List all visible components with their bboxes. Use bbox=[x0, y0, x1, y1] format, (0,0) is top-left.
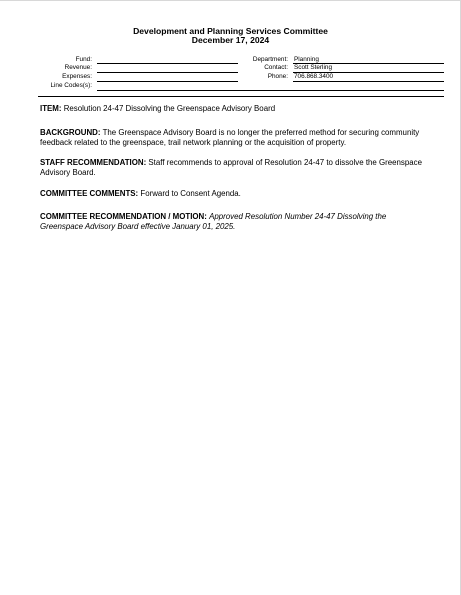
phone-label: Phone: bbox=[267, 73, 288, 80]
staff-recommendation-section bbox=[40, 158, 430, 178]
document-title: Development and Planning Services Committee bbox=[133, 26, 328, 36]
line-codes-field[interactable] bbox=[97, 90, 444, 91]
document-date: December 17, 2024 bbox=[191, 35, 270, 45]
committee-comments-section bbox=[40, 189, 430, 199]
background-label: BACKGROUND: bbox=[40, 128, 101, 137]
item-label: ITEM: bbox=[40, 104, 62, 113]
expenses-label: Expenses: bbox=[62, 73, 92, 80]
staff-recommendation-text: Staff recommends to approval of Resolution 24-47 to dissolve the Greenspace Advisory Board. bbox=[40, 158, 422, 177]
committee-motion-label: COMMITTEE RECOMMENDATION / MOTION: bbox=[40, 212, 207, 221]
staff-recommendation-label: STAFF RECOMMENDATION: bbox=[40, 158, 147, 167]
background-section bbox=[40, 128, 430, 148]
contact-value: Scott Sterling bbox=[294, 64, 333, 71]
committee-comments-label: COMMITTEE COMMENTS: bbox=[40, 189, 139, 198]
page-border-top bbox=[0, 0, 461, 1]
line-codes-label: Line Codes(s): bbox=[50, 82, 92, 89]
committee-comments-text: Forward to Consent Agenda. bbox=[140, 189, 241, 198]
revenue-field[interactable] bbox=[97, 72, 238, 73]
department-label: Department: bbox=[252, 56, 288, 63]
expenses-field[interactable] bbox=[97, 81, 238, 82]
revenue-label: Revenue: bbox=[64, 64, 92, 71]
department-value: Planning bbox=[294, 56, 319, 63]
phone-value: 706.868.3400 bbox=[294, 73, 334, 80]
committee-motion-section bbox=[40, 212, 430, 232]
phone-field[interactable] bbox=[293, 81, 444, 82]
committee-motion-text: Approved Resolution Number 24-47 Dissolving the Greenspace Advisory Board effective January 01, 2025. bbox=[40, 212, 387, 231]
background-text: The Greenspace Advisory Board is no longer the preferred method for securing community feedback related to the greenspace, trail network planning or the acquisition of property. bbox=[40, 128, 420, 147]
contact-label: Contact: bbox=[264, 64, 288, 71]
item-section bbox=[40, 104, 430, 114]
fund-field[interactable] bbox=[97, 63, 238, 64]
fund-label: Fund: bbox=[75, 56, 92, 63]
item-text: Resolution 24-47 Dissolving the Greenspace Advisory Board bbox=[63, 104, 276, 113]
header-divider bbox=[38, 96, 444, 97]
